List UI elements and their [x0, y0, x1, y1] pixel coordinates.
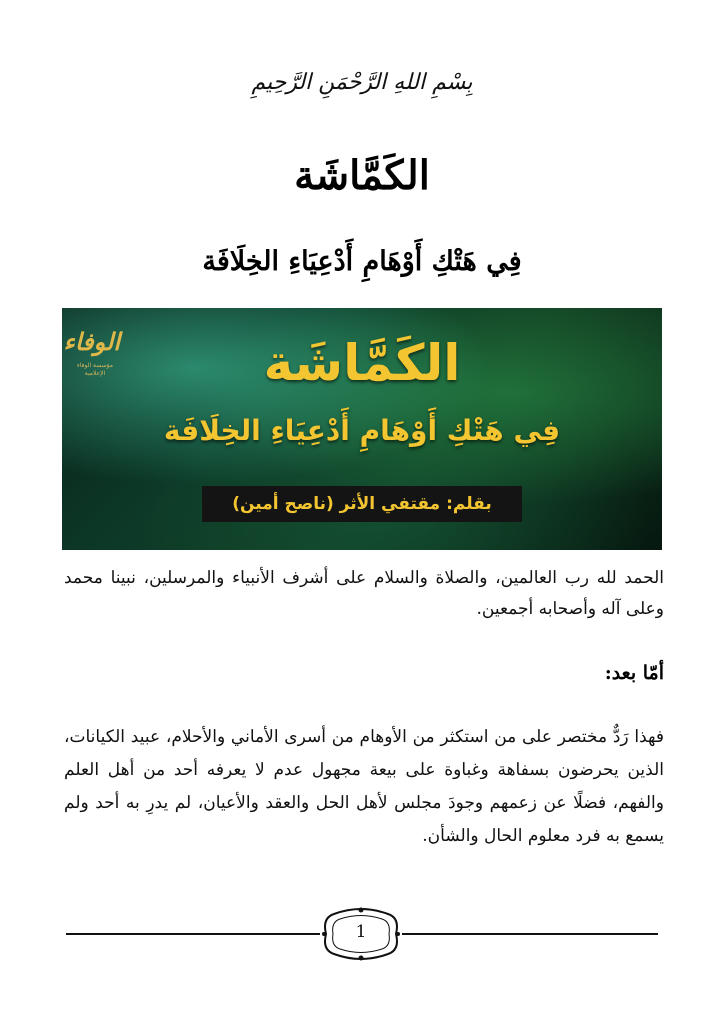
- publisher-logo-subtext: مؤسسة الوفاء الإعلامية: [77, 362, 113, 377]
- page-number-frame: [320, 906, 402, 962]
- cover-banner: [62, 308, 662, 550]
- document-subtitle: فِي هَتْكِ أَوْهَامِ أَدْعِيَاءِ الخِلَافَة: [202, 246, 522, 277]
- banner-author-box: بقلم: مقتفي الأثر (ناصح أمين): [202, 486, 522, 522]
- banner-subtitle: فِي هَتْكِ أَوْهَامِ أَدْعِيَاءِ الخِلَافَة: [163, 414, 561, 447]
- main-paragraph: فهذا رَدٌّ مختصر على من استكثر من الأوهام من أسرى الأماني والأحلام، عبيد الكيانات، الذين يحرضون بسفاهة وغباوة على بيعة مجهول عدم لا يعرفه أحد من أهل العلم والفهم، فضلًا عن زعمهم وجودَ مجلس لأهل الحل والعقد والأعيان، لم يدرِ به أحد ولم يسمع به فرد معلوم الحال والشأن.: [64, 727, 664, 846]
- basmala-calligraphy: بِسْمِ اللهِ الرَّحْمَنِ الرَّحِيمِ: [251, 70, 473, 95]
- document-title: الكَمَّاشَة: [294, 152, 430, 199]
- amma-baad-heading: أمّا بعد:: [604, 662, 664, 684]
- banner-title: الكَمَّاشَة: [263, 334, 461, 392]
- page-number: 1: [355, 922, 367, 942]
- publisher-logo-text: الوفاء: [63, 327, 120, 356]
- intro-paragraph: الحمد لله رب العالمين، والصلاة والسلام على أشرف الأنبياء والمرسلين، نبينا محمد وعلى آله وأصحابه أجمعين.: [64, 568, 665, 619]
